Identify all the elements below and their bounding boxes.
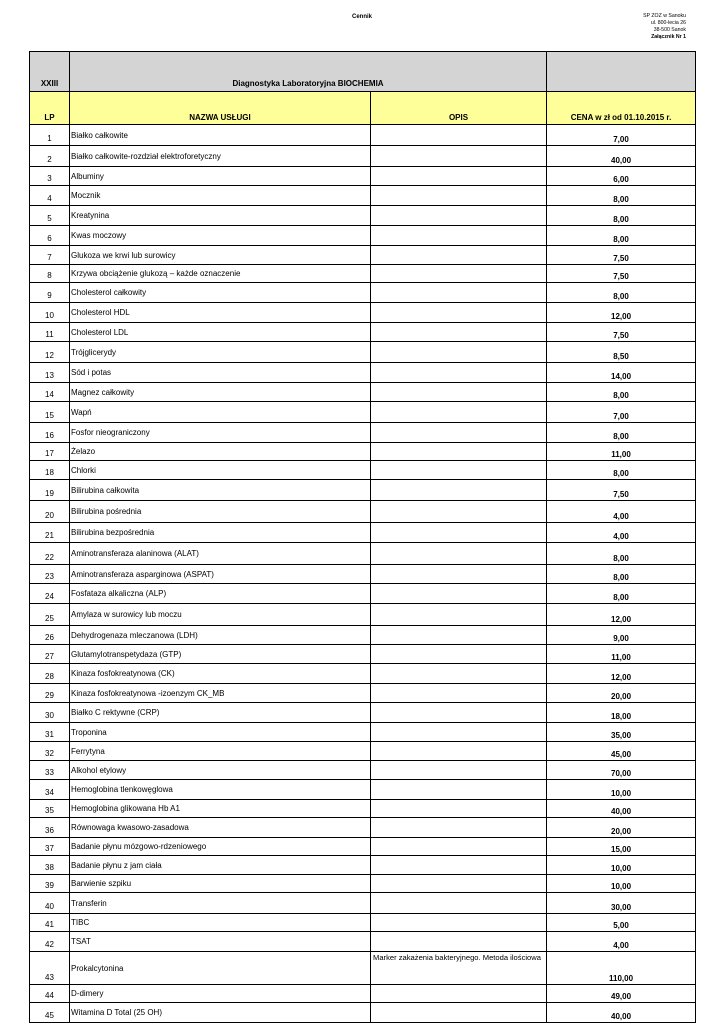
row-lp: 41	[30, 914, 70, 932]
row-lp: 14	[30, 383, 70, 402]
row-description	[371, 1003, 547, 1023]
row-lp: 34	[30, 780, 70, 800]
table-row	[30, 856, 696, 875]
row-service-name: Bilirubina pośrednia	[70, 501, 371, 523]
row-price: 8,00	[547, 584, 696, 604]
row-price: 12,00	[547, 664, 696, 684]
row-price: 8,00	[547, 461, 696, 480]
row-description	[371, 664, 547, 684]
row-service-name: TIBC	[70, 914, 371, 932]
row-description	[371, 893, 547, 914]
row-price: 110,00	[547, 952, 696, 985]
row-description	[371, 985, 547, 1003]
row-lp: 11	[30, 323, 70, 342]
column-header-opis: OPIS	[371, 92, 547, 125]
row-lp: 28	[30, 664, 70, 684]
table-row	[30, 893, 696, 914]
row-description	[371, 206, 547, 226]
document-title: Cennik	[351, 14, 372, 20]
row-description	[371, 461, 547, 480]
row-description	[371, 167, 547, 186]
table-row	[30, 742, 696, 761]
row-description	[371, 443, 547, 461]
row-service-name: Magnez całkowity	[70, 383, 371, 402]
section-header-row	[30, 52, 696, 92]
row-lp: 27	[30, 645, 70, 664]
row-service-name: Równowaga kwasowo-zasadowa	[70, 818, 371, 838]
price-list-table	[29, 51, 696, 1023]
row-service-name: Barwienie szpiku	[70, 875, 371, 893]
table-row	[30, 423, 696, 443]
row-price: 35,00	[547, 723, 696, 742]
table-row	[30, 443, 696, 461]
row-price: 14,00	[547, 363, 696, 383]
row-lp: 32	[30, 742, 70, 761]
row-price: 7,00	[547, 125, 696, 146]
table-row	[30, 383, 696, 402]
table-row	[30, 246, 696, 265]
row-service-name: Cholesterol LDL	[70, 323, 371, 342]
table-row	[30, 226, 696, 246]
row-description	[371, 323, 547, 342]
row-price: 40,00	[547, 800, 696, 818]
table-row	[30, 543, 696, 565]
row-description	[371, 723, 547, 742]
row-price: 4,00	[547, 523, 696, 543]
table-row	[30, 167, 696, 186]
row-price: 30,00	[547, 893, 696, 914]
row-price: 12,00	[547, 303, 696, 323]
column-header-price: CENA w zł od 01.10.2015 r.	[547, 92, 696, 125]
row-description	[371, 780, 547, 800]
row-price: 18,00	[547, 703, 696, 723]
table-row	[30, 604, 696, 626]
row-description	[371, 226, 547, 246]
row-lp: 35	[30, 800, 70, 818]
row-lp: 44	[30, 985, 70, 1003]
table-row	[30, 723, 696, 742]
row-lp: 10	[30, 303, 70, 323]
row-service-name: Troponina	[70, 723, 371, 742]
row-price: 10,00	[547, 780, 696, 800]
row-lp: 18	[30, 461, 70, 480]
row-lp: 45	[30, 1003, 70, 1023]
row-lp: 26	[30, 626, 70, 645]
table-row	[30, 626, 696, 645]
row-lp: 25	[30, 604, 70, 626]
row-description	[371, 626, 547, 645]
row-description	[371, 932, 547, 952]
table-row	[30, 645, 696, 664]
section-code: XXIII	[30, 52, 70, 92]
row-price: 8,00	[547, 423, 696, 443]
row-service-name: Prokalcytonina	[70, 952, 371, 985]
table-row	[30, 780, 696, 800]
row-price: 49,00	[547, 985, 696, 1003]
row-lp: 22	[30, 543, 70, 565]
row-lp: 30	[30, 703, 70, 723]
column-header-name: NAZWA USŁUGI	[70, 92, 371, 125]
row-description	[371, 125, 547, 146]
column-header-lp: LP	[30, 92, 70, 125]
row-service-name: Sód i potas	[70, 363, 371, 383]
table-row	[30, 283, 696, 303]
row-price: 4,00	[547, 501, 696, 523]
row-service-name: Glukoza we krwi lub surowicy	[70, 246, 371, 265]
row-price: 7,50	[547, 246, 696, 265]
table-row	[30, 565, 696, 584]
row-lp: 3	[30, 167, 70, 186]
row-lp: 13	[30, 363, 70, 383]
row-price: 20,00	[547, 818, 696, 838]
row-description	[371, 800, 547, 818]
row-price: 8,00	[547, 565, 696, 584]
table-row	[30, 523, 696, 543]
table-row	[30, 818, 696, 838]
row-lp: 16	[30, 423, 70, 443]
row-lp: 5	[30, 206, 70, 226]
row-description	[371, 283, 547, 303]
row-description	[371, 423, 547, 443]
row-lp: 24	[30, 584, 70, 604]
row-price: 9,00	[547, 626, 696, 645]
row-lp: 4	[30, 186, 70, 206]
row-price: 8,00	[547, 186, 696, 206]
table-row	[30, 265, 696, 283]
row-price: 4,00	[547, 932, 696, 952]
row-lp: 1	[30, 125, 70, 146]
row-description	[371, 856, 547, 875]
row-lp: 40	[30, 893, 70, 914]
row-service-name: Witamina D Total (25 OH)	[70, 1003, 371, 1023]
row-service-name: Badanie płynu mózgowo-rdzeniowego	[70, 838, 371, 856]
row-price: 8,00	[547, 543, 696, 565]
row-service-name: Białko całkowite	[70, 125, 371, 146]
table-row	[30, 985, 696, 1003]
row-description	[371, 838, 547, 856]
row-service-name: Kreatynina	[70, 206, 371, 226]
row-service-name: Bilirubina bezpośrednia	[70, 523, 371, 543]
row-description	[371, 703, 547, 723]
row-service-name: Białko całkowite-rozdział elektroforetyczny	[70, 146, 371, 167]
table-row	[30, 838, 696, 856]
row-price: 12,00	[547, 604, 696, 626]
attachment-label: Załącznik Nr 1	[651, 33, 686, 40]
row-price: 6,00	[547, 167, 696, 186]
row-service-name: Alkohol etylowy	[70, 761, 371, 780]
table-row	[30, 146, 696, 167]
row-service-name: Hemoglobina glikowana Hb A1	[70, 800, 371, 818]
row-price: 11,00	[547, 443, 696, 461]
table-row	[30, 323, 696, 342]
row-description	[371, 186, 547, 206]
row-service-name: Kinaza fosfokreatynowa (CK)	[70, 664, 371, 684]
row-price: 7,50	[547, 480, 696, 501]
row-description	[371, 818, 547, 838]
row-price: 7,00	[547, 402, 696, 423]
table-row	[30, 206, 696, 226]
row-service-name: Białko C rektywne (CRP)	[70, 703, 371, 723]
row-service-name: Transferin	[70, 893, 371, 914]
row-service-name: Aminotransferaza alaninowa (ALAT)	[70, 543, 371, 565]
row-description	[371, 914, 547, 932]
row-price: 5,00	[547, 914, 696, 932]
row-description	[371, 146, 547, 167]
row-service-name: Cholesterol HDL	[70, 303, 371, 323]
row-price: 10,00	[547, 856, 696, 875]
table-row	[30, 664, 696, 684]
table-row	[30, 1003, 696, 1023]
row-price: 70,00	[547, 761, 696, 780]
row-service-name: Cholesterol całkowity	[70, 283, 371, 303]
row-price: 8,50	[547, 342, 696, 363]
table-row	[30, 461, 696, 480]
institution-street: ul. 800-lecia 26	[650, 19, 686, 26]
institution-city: 38-500 Sanok	[653, 26, 686, 33]
row-lp: 12	[30, 342, 70, 363]
row-service-name: Badanie płynu z jam ciała	[70, 856, 371, 875]
section-empty-cell	[547, 52, 696, 92]
row-service-name: TSAT	[70, 932, 371, 952]
row-lp: 20	[30, 501, 70, 523]
table-row	[30, 932, 696, 952]
row-description	[371, 604, 547, 626]
table-row	[30, 363, 696, 383]
row-description	[371, 684, 547, 703]
table-row	[30, 186, 696, 206]
row-lp: 38	[30, 856, 70, 875]
row-service-name: Amylaza w surowicy lub moczu	[70, 604, 371, 626]
table-row	[30, 800, 696, 818]
row-price: 45,00	[547, 742, 696, 761]
row-service-name: Bilirubina całkowita	[70, 480, 371, 501]
row-service-name: Chlorki	[70, 461, 371, 480]
row-description	[371, 761, 547, 780]
row-lp: 21	[30, 523, 70, 543]
row-price: 10,00	[547, 875, 696, 893]
row-service-name: Aminotransferaza asparginowa (ASPAT)	[70, 565, 371, 584]
row-price: 40,00	[547, 1003, 696, 1023]
row-price: 40,00	[547, 146, 696, 167]
row-lp: 31	[30, 723, 70, 742]
row-description	[371, 303, 547, 323]
row-lp: 8	[30, 265, 70, 283]
row-description	[371, 565, 547, 584]
table-row	[30, 761, 696, 780]
row-description	[371, 543, 547, 565]
row-description	[371, 523, 547, 543]
table-row	[30, 875, 696, 893]
row-description	[371, 342, 547, 363]
row-description	[371, 363, 547, 383]
row-description	[371, 584, 547, 604]
row-description	[371, 875, 547, 893]
row-lp: 39	[30, 875, 70, 893]
table-row	[30, 703, 696, 723]
table-row	[30, 584, 696, 604]
row-service-name: Krzywa obciążenie glukozą – każde oznaczenie	[70, 265, 371, 283]
row-service-name: Kinaza fosfokreatynowa -izoenzym CK_MB	[70, 684, 371, 703]
row-lp: 37	[30, 838, 70, 856]
row-lp: 15	[30, 402, 70, 423]
row-lp: 19	[30, 480, 70, 501]
row-lp: 43	[30, 952, 70, 985]
row-price: 8,00	[547, 226, 696, 246]
row-lp: 29	[30, 684, 70, 703]
row-service-name: Glutamylotranspetydaza (GTP)	[70, 645, 371, 664]
row-lp: 42	[30, 932, 70, 952]
row-lp: 33	[30, 761, 70, 780]
row-description	[371, 501, 547, 523]
row-price: 8,00	[547, 206, 696, 226]
row-description: Marker zakażenia bakteryjnego. Metoda ilościowa	[371, 952, 547, 985]
row-price: 11,00	[547, 645, 696, 664]
row-service-name: Dehydrogenaza mleczanowa (LDH)	[70, 626, 371, 645]
row-lp: 9	[30, 283, 70, 303]
row-description	[371, 402, 547, 423]
row-service-name: Hemoglobina tlenkowęglowa	[70, 780, 371, 800]
institution-header	[643, 13, 686, 41]
row-lp: 2	[30, 146, 70, 167]
row-description	[371, 383, 547, 402]
row-service-name: Kwas moczowy	[70, 226, 371, 246]
row-description	[371, 246, 547, 265]
table-row	[30, 684, 696, 703]
table-row	[30, 952, 696, 985]
row-service-name: Fosfor nieograniczony	[70, 423, 371, 443]
institution-name: SP ZOZ w Sanoku	[643, 13, 686, 19]
row-description	[371, 480, 547, 501]
column-header-row	[30, 92, 696, 125]
row-description	[371, 742, 547, 761]
row-service-name: Fosfataza alkaliczna (ALP)	[70, 584, 371, 604]
table-row	[30, 402, 696, 423]
row-description	[371, 265, 547, 283]
row-price: 15,00	[547, 838, 696, 856]
row-lp: 36	[30, 818, 70, 838]
row-lp: 7	[30, 246, 70, 265]
row-service-name: Albuminy	[70, 167, 371, 186]
row-price: 7,50	[547, 323, 696, 342]
row-service-name: Żelazo	[70, 443, 371, 461]
row-service-name: Trójglicerydy	[70, 342, 371, 363]
row-service-name: Ferrytyna	[70, 742, 371, 761]
row-price: 7,50	[547, 265, 696, 283]
row-service-name: D-dimery	[70, 985, 371, 1003]
table-row	[30, 914, 696, 932]
row-price: 8,00	[547, 283, 696, 303]
table-row	[30, 342, 696, 363]
table-row	[30, 125, 696, 146]
row-description	[371, 645, 547, 664]
row-price: 8,00	[547, 383, 696, 402]
row-price: 20,00	[547, 684, 696, 703]
row-lp: 6	[30, 226, 70, 246]
table-row	[30, 501, 696, 523]
row-service-name: Mocznik	[70, 186, 371, 206]
row-service-name: Wapń	[70, 402, 371, 423]
section-title: Diagnostyka Laboratoryjna BIOCHEMIA	[70, 52, 547, 92]
table-row	[30, 480, 696, 501]
row-lp: 17	[30, 443, 70, 461]
row-lp: 23	[30, 565, 70, 584]
table-row	[30, 303, 696, 323]
